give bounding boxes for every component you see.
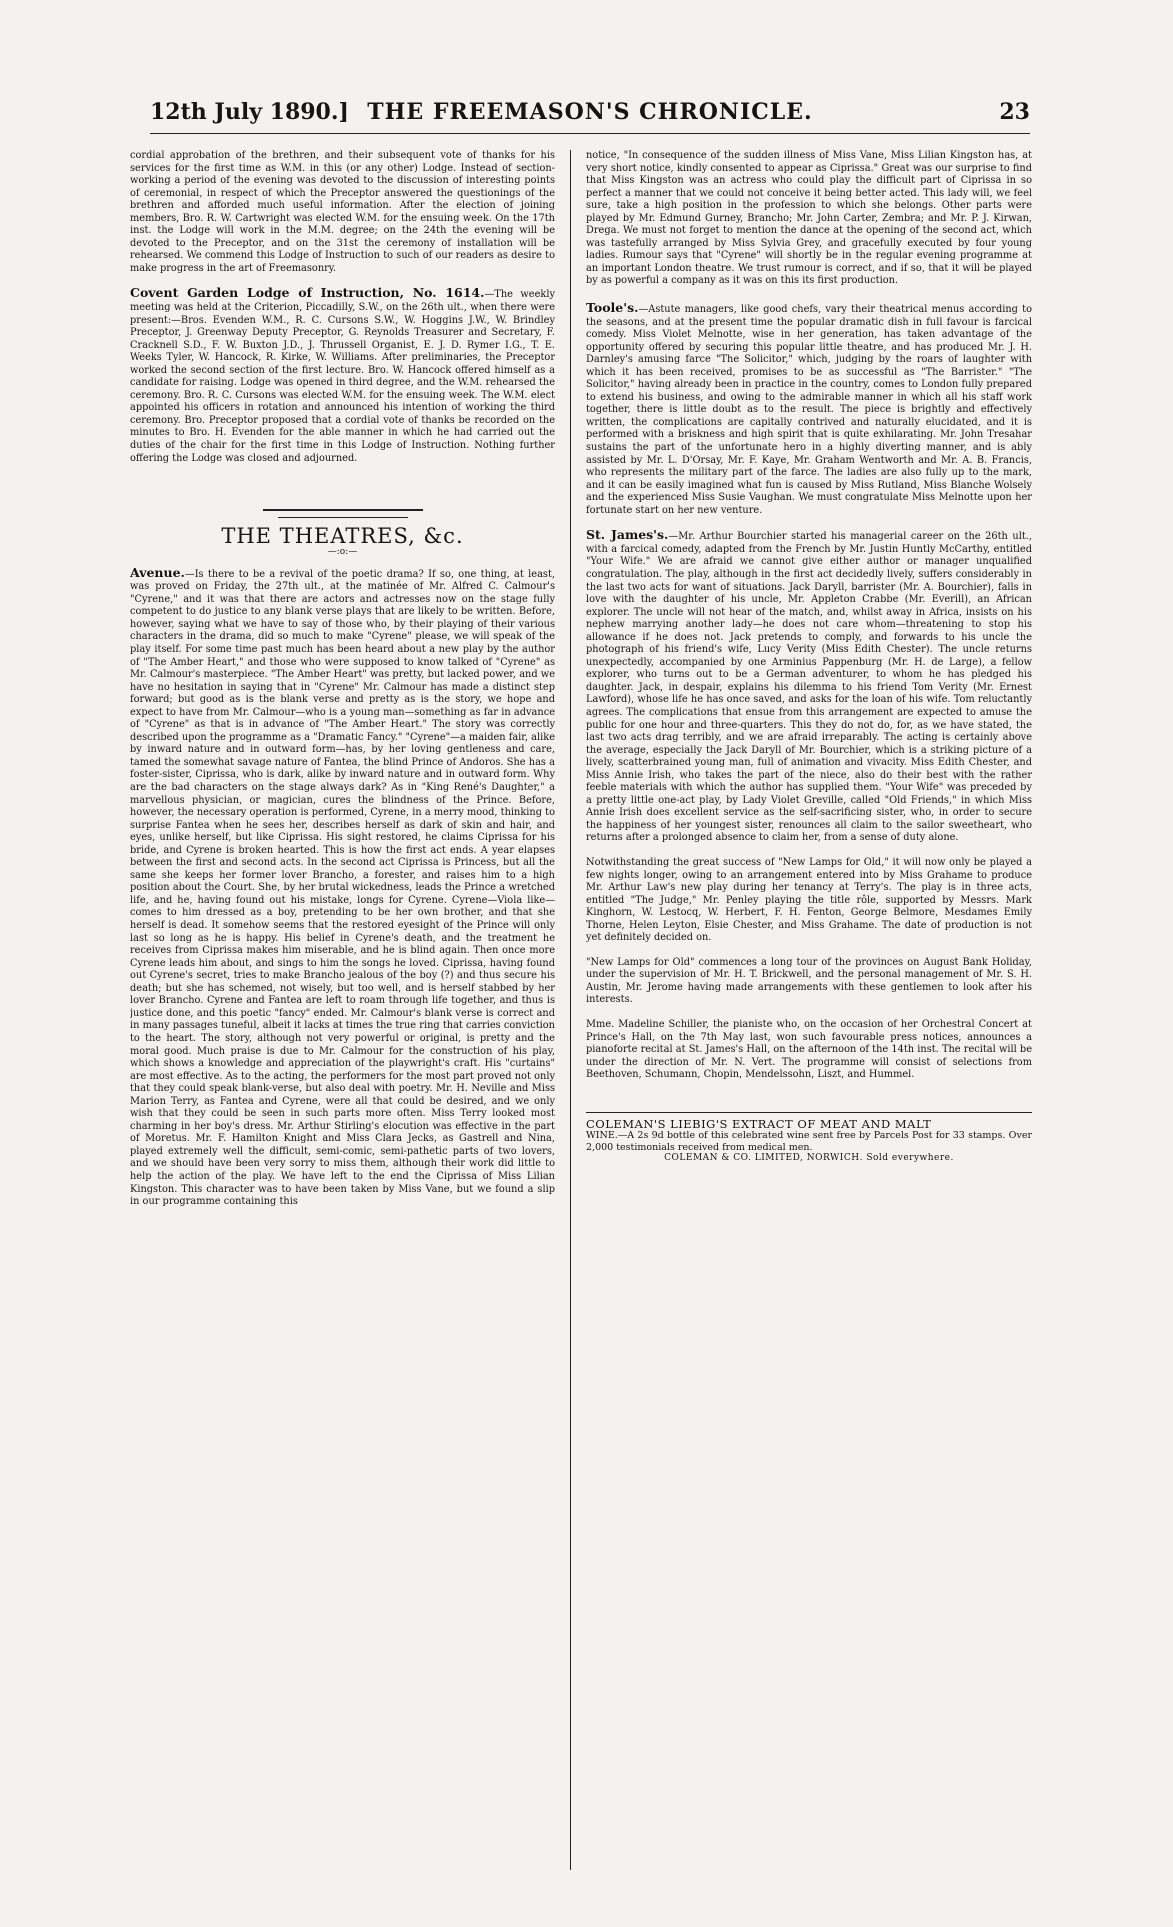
left-column	[130, 150, 555, 1870]
avenue-heading: Avenue.	[130, 564, 185, 580]
tooles-heading: Toole's.	[586, 300, 639, 316]
coleman-advert	[586, 1116, 1032, 1165]
section-divider	[263, 509, 423, 511]
st-james-body: —Mr. Arthur Bourchier started his managerial career on the 26th ult., with a farcical comedy, adapted from the French by Mr. Justin Huntly McCarthy, entitled "Your Wife." We are afraid we cannot give either author or manager unqualified congratulation. The play, although in the first act decidedly lively, suffers considerably in the last two acts for want of situations. Jack Daryll, barrister (Mr. A. Bourchier), falls in love with the daughter of his uncle, Mr. Appleton Crabbe (Mr. Everill), an African explorer. The uncle will not hear of the match, and, whilst away in Africa, insists on his nephew marrying another lady—he does not care whom—threatening to stop his allowance if he does not. Jack pretends to comply, and forwards to his uncle the photograph of his friend's wife, Lucy Verity (Miss Edith Chester). The uncle returns unexpectedly, accompanied by one Arminius Pappenburg (Mr. H. de Large), a fellow explorer, who turns out to be a German adventurer, to whom he has pledged his daughter. Jack, in despair, explains his dilemma to his friend Tom Verity (Mr. Ernest Lawford), whose life he has once saved, and asks for the loan of his wife. Tom reluctantly agrees. The complications that ensue from this arrangement are expected to amuse the public for one hour and three-quarters. This they do not do, for, as we have stated, the last two acts drag terribly, and we are afraid irreparably. The acting is certainly above the average, especially the Jack Daryll of Mr. Bourchier, which is a striking picture of a lively, scatterbrained young man, full of animation and vivacity. Miss Edith Chester, and Miss Annie Irish, who takes the part of the niece, also do their best with the rather feeble materials with which the author has supplied them. "Your Wife" was preceded by a pretty little one-act play, by Lady Violet Greville, called "Old Friends," in which Miss Annie Irish does excellent service as the self-sacrificing sister, who, in order to secure the happiness of her youngest sister, renounces all claim to the sailor sweetheart, who returns after a prolonged absence to claim her, from a sense of duty alone.	[586, 531, 1032, 844]
tooles-review	[586, 302, 1032, 517]
avenue-body: —Is there to be a revival of the poetic drama? If so, one thing, at least, was proved on Friday, the 27th ult., at the matinée of Mr. Alfred C. Calmour's "Cyrene," and it was that there are actors and actresses now on the stage fully competent to do justice to any blank verse plays that are likely to be written. Before, however, saying what we have to say of those who, by their playing of their various characters in the drama, did so much to make "Cyrene" please, we will speak of the play itself. For some time past much has been heard about a new play by the author of "The Amber Heart," and those who were supposed to know talked of "Cyrene" as Mr. Calmour's masterpiece. "The Amber Heart" was pretty, but lacked power, and we have no hesitation in saying that in "Cyrene" Mr. Calmour has made a distinct step forward; but good as is the blank verse and pretty as is the story, we hope and expect to have from Mr. Calmour—who is a young man—something as far in advance of "Cyrene" as that is in advance of "The Amber Heart." The story was correctly described upon the programme as a "Dramatic Fancy." "Cyrene"—a maiden fair, alike by inward nature and in outward form—has, by her loving gentleness and care, tamed the somewhat savage nature of Fantea, the blind Prince of Andoros. She has a foster-sister, Ciprissa, who is dark, alike by inward nature and in outward form. Why are the bad characters on the stage always dark? As in "King René's Daughter," a marvellous physician, or magician, cures the blindness of the Prince. Before, however, the necessary operation is performed, Cyrene, in a merry mood, thinking to surprise Fantea when he sees her, describes herself as dark of skin and hair, and eyes, unlike herself, but like Ciprissa. His sight restored, he claims Ciprissa for his bride, and Cyrene is broken hearted. This is how the first act ends. A year elapses between the first and second acts. In the second act Ciprissa is Princess, but all the same she keeps her former lover Brancho, a forester, and raises him to a high position about the Court. She, by her brutal wickedness, leads the Prince a wretched life, and he, having found out his mistake, longs for Cyrene. Cyrene—Viola like—comes to him dressed as a boy, pretending to be her own brother, and that she herself is dead. It somehow seems that the restored eyesight of the Prince will only last so long as he is happy. His belief in Cyrene's death, and the treatment he receives from Ciprissa makes him miserable, and he is blind again. Then once more Cyrene leads him about, and sings to him the songs he loved. Ciprissa, having found out Cyrene's secret, tries to make Brancho jealous of the boy (?) and thus secure his death; but she has schemed, not wisely, but too well, and is herself stabbed by her lover Brancho. Cyrene and Fantea are left to roam through life together, and thus is justice done, and this poetic "fancy" ended. Mr. Calmour's blank verse is correct and in many passages tuneful, albeit it lacks at times the true ring that carries conviction to the heart. The story, although not very powerful or original, is pretty and the moral good. Much praise is due to Mr. Calmour for the construction of his play, which shows a knowledge and appreciation of the playwright's craft. His "curtains" are most effective. As to the acting, the performers for the most part proved not only that they could speak blank-verse, but also deal with poetry. Mr. H. Neville and Miss Marion Terry, as Fantea and Cyrene, were all that could be desired, and we only wish that they could be seen in such parts more often. Miss Terry looked most charming in her boy's dress. Mr. Arthur Stirling's elocution was effective in the part of Moretus. Mr. F. Hamilton Knight and Miss Clara Jecks, as Gastrell and Nina, played extremely well the difficult, semi-comic, semi-pathetic parts of two lovers, and we should have been very sorry to miss them, although their work did little to help the action of the play. We have left to the end the Ciprissa of Miss Lilian Kingston. This character was to have been taken by Miss Vane, but we found a slip in our programme containing this	[130, 568, 555, 1208]
advert-heading: COLEMAN'S LIEBIG'S EXTRACT OF MEAT AND MALT	[586, 1116, 932, 1131]
new-lamps-note: Notwithstanding the great success of "New Lamps for Old," it will now only be played a few nights longer, owing to an arrangement entered into by Miss Grahame to produce Mr. Arthur Law's new play during her tenancy at Terry's. The play is in three acts, entitled "The Judge," Mr. Penley playing the title rôle, supported by Messrs. Mark Kinghorn, W. Lestocq, W. Herbert, F. H. Fenton, George Belmore, Mesdames Emily Thorne, Helen Leyton, Elsie Chester, and Miss Grahame. The date of production is not yet definitely decided on.	[586, 856, 1032, 944]
schiller-recital-note: Mme. Madeline Schiller, the pianiste who, on the occasion of her Orchestral Concert at Prince's Hall, on the 7th May last, won such favourable press notices, announces a pianoforte recital at St. James's Hall, on the afternoon of the 14th inst. The recital will be under the direction of Mr. N. Vert. The programme will consist of selections from Beethoven, Schumann, Chopin, Mendelssohn, Liszt, and Hummel.	[586, 1019, 1032, 1081]
page-number: 23	[999, 99, 1030, 125]
advert-rule	[586, 1112, 1032, 1113]
section-divider-short	[278, 517, 408, 518]
new-lamps-tour-note: "New Lamps for Old" commences a long tour of the provinces on August Bank Holiday, under the supervision of Mr. H. T. Brickwell, and the personal management of Mr. S. H. Austin, Mr. Jerome having made arrangements with these gentlemen to look after his interests.	[586, 956, 1032, 1006]
column-rule	[570, 150, 571, 1870]
avenue-review	[130, 564, 555, 1209]
avenue-review-continued: notice, "In consequence of the sudden illness of Miss Vane, Miss Lilian Kingston has, at very short notice, kindly consented to appear as Ciprissa." Great was our surprise to find that Miss Kingston was an actress who could play the difficult part of Ciprissa in so perfect a manner that we could not conceive it being better acted. This lady will, we feel sure, take a high position in the profession to which she belongs. Other parts were played by Mr. Edmund Gurney, Brancho; Mr. John Carter, Zembra; and Mr. P. J. Kirwan, Drega. We must not forget to mention the dance at the opening of the second act, which was tastefully arranged by Miss Sylvia Grey, and gracefully executed by four young ladies. Rumour says that "Cyrene" will shortly be in the regular evening programme at an important London theatre. We trust rumour is correct, and if so, that it will be played by as powerful a company as it was on this its first production.	[586, 150, 1032, 287]
tooles-body: —Astute managers, like good chefs, vary their theatrical menus according to the seasons, and at the present time the popular dramatic dish in full favour is farcical comedy. Miss Violet Melnotte, wise in her generation, has taken advantage of the opportunity offered by securing this popular little theatre, and has produced Mr. J. H. Darnley's amusing farce "The Solicitor," which, judging by the roars of laughter with which it has been received, promises to be as successful as "The Barrister." "The Solicitor," having already been in practice in the country, comes to London fully prepared to extend his business, and owing to the admirable manner in which all his staff work together, there is little doubt as to the result. The piece is brightly and effectively written, the complications are capitally contrived and naturally elucidated, and it is performed with a briskness and high spirit that is quite exhilarating. Mr. John Tresahar sustains the part of the unfortunate hero in a highly diverting manner, and is ably assisted by Mr. L. D'Orsay, Mr. F. Kaye, Mr. Graham Wentworth and Mr. A. B. Francis, who represents the military part of the farce. The ladies are also fully up to the mark, and it can be easily imagined what fun is caused by Miss Rutland, Miss Blanche Wolsely and the experienced Miss Susie Vaughan. We must congratulate Miss Melnotte upon her fortunate start on her new venture.	[586, 304, 1032, 516]
issue-date: 12th July 1890.]	[150, 99, 349, 125]
advert-body: WINE.—A 2s 9d bottle of this celebrated wine sent free by Parcels Post for 33 stamps. Over 2,000 testimonials received from medical men.	[586, 1130, 1032, 1153]
page-header	[150, 95, 1030, 134]
covent-garden-body: —The weekly meeting was held at the Criterion, Piccadilly, S.W., on the 26th ult., when there were present:—Bros. Evenden W.M., R. C. Cursons S.W., W. Hoggins J.W., W. Brindley Preceptor, J. Greenway Deputy Preceptor, G. Reynolds Treasurer and Secretary, F. Cracknell S.D., F. W. Buxton J.D., J. Thrussell Organist, E. J. D. Rymer I.G., T. E. Weeks Tyler, W. Hancock, R. Kirke, W. Williams. After preliminaries, the Preceptor worked the second section of the first lecture. Bro. W. Hancock offered himself as a candidate for raising. Lodge was opened in third degree, and the W.M. rehearsed the ceremony. Bro. R. C. Cursons was elected W.M. for the ensuing week. The W.M. elect appointed his officers in rotation and announced his intention of working the third ceremony. Bro. Preceptor proposed that a cordial vote of thanks be recorded on the minutes to Bro. H. Evenden for the able manner in which he had carried out the duties of the chair for the first time in this Lodge of Instruction. Nothing further offering the Lodge was closed and adjourned.	[130, 289, 555, 464]
masthead-title: THE FREEMASON'S CHRONICLE.	[367, 99, 813, 125]
lodge-report-continued: cordial approbation of the brethren, and their subsequent vote of thanks for his services for the first time as W.M. in this (or any other) Lodge. Instead of section-working a period of the evening was devoted to the discussion of interesting points of ceremonial, in respect of which the Preceptor answered the questionings of the brethren and afforded much useful information. After the election of joining members, Bro. R. W. Cartwright was elected W.M. for the ensuing week. On the 17th inst. the Lodge will work in the M.M. degree; on the 24th the evening will be devoted to the Preceptor, and on the 31st the ceremony of installation will be rehearsed. We commend this Lodge of Instruction to such of our readers as desire to make progress in the art of Freemasonry.	[130, 150, 555, 274]
st-james-review	[586, 529, 1032, 845]
covent-garden-heading: Covent Garden Lodge of Instruction, No. 1614.	[130, 285, 485, 301]
st-james-heading: St. James's.	[586, 527, 669, 543]
advert-footer: COLEMAN & CO. LIMITED, NORWICH. Sold everywhere.	[664, 1153, 954, 1164]
heading-flourish: —:o:—	[327, 547, 358, 558]
right-column	[586, 150, 1032, 1870]
theatres-heading: THE THEATRES, &c.	[221, 523, 464, 548]
covent-garden-report	[130, 287, 555, 465]
